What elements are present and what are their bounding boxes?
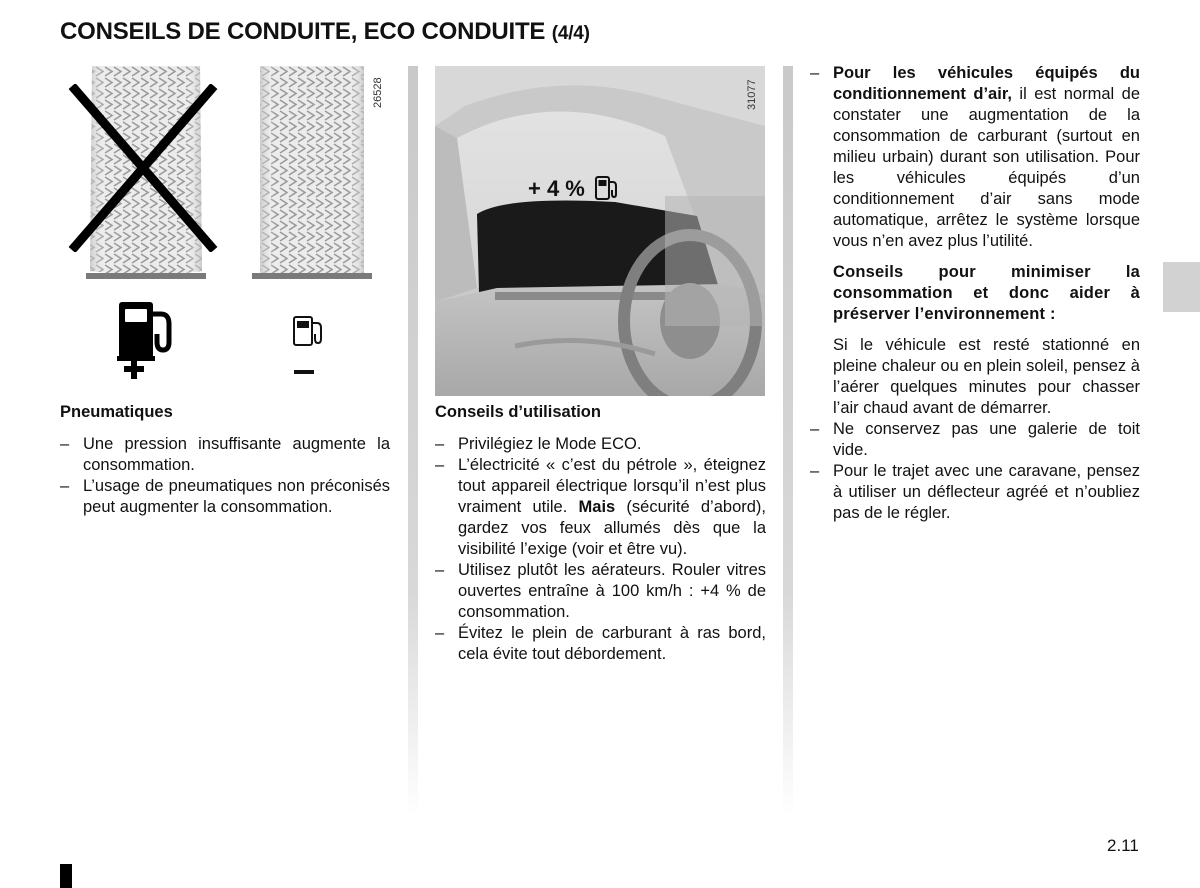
usage-tips-list xyxy=(435,434,766,665)
tires-heading: Pneumatiques xyxy=(60,403,173,421)
fuel-pump-small-icon xyxy=(292,314,324,350)
figure-reference-code: 31077 xyxy=(746,79,758,110)
column-divider-right xyxy=(783,66,793,816)
column-divider-left xyxy=(408,66,418,816)
list-item: – Ne conservez pas une galerie de toit vide. xyxy=(810,419,1140,461)
page-corner-mark xyxy=(60,864,72,888)
correct-tire-illustration xyxy=(252,66,372,281)
environment-tips-list xyxy=(810,419,1140,524)
figure-reference-code: 26528 xyxy=(372,77,384,108)
fuel-pump-overlay-icon xyxy=(594,175,618,203)
list-item: – Privilégiez le Mode ECO. xyxy=(435,434,766,455)
list-item-emphasis: Mais xyxy=(578,498,616,516)
ac-list xyxy=(810,63,1140,252)
fuel-pump-icon xyxy=(115,298,177,388)
ground-line xyxy=(86,273,206,279)
list-item xyxy=(810,63,1140,252)
list-item: – Pour le trajet avec une caravane, pensez à utiliser un déflecteur agréé et n’oubliez pas de le régler. xyxy=(810,461,1140,524)
list-item: – Utilisez plutôt les aérateurs. Rouler vitres ouvertes entraîne à 100 km/h : +4 % de consommation. xyxy=(435,560,766,623)
list-item-text: L’électricité « c’est du pétrole », éteignez tout appareil électrique lorsqu’il n’est plus vraiment utile. xyxy=(458,456,766,516)
chapter-tab xyxy=(1163,262,1200,312)
page-title-text: CONSEILS DE CONDUITE, ECO CONDUITE xyxy=(60,18,546,45)
page-number: 2.11 xyxy=(1107,836,1139,855)
tires-list xyxy=(60,434,390,518)
ventilation-paragraph: Si le véhicule est resté stationné en pleine chaleur ou en plein soleil, pensez à l’aérer quelques minutes pour chasser l’air chaud avant de démarrer. xyxy=(833,336,1140,417)
tires-section xyxy=(60,402,390,518)
cross-mark-icon xyxy=(68,84,218,252)
car-window-illustration xyxy=(435,66,765,396)
air-conditioning-section xyxy=(810,63,1140,524)
consumption-overlay: + 4 % xyxy=(528,176,585,201)
minus-icon xyxy=(294,370,314,374)
list-item-emphasis: Pour les véhicules équipés du conditionnement d’air, xyxy=(833,64,1140,103)
list-item: – Une pression insuffisante augmente la consommation. xyxy=(60,434,390,476)
list-item-text: il est normal de constater une augmentation de la consommation de carburant (surtout en milieu urbain) durant son utilisation. Pour les véhicules équipés d’un conditionnement d’air sans mode automatique, arrêtez le système lorsque vous n’en avez plus l’utilité. xyxy=(833,85,1141,250)
usage-tips-section xyxy=(435,402,766,665)
page-title xyxy=(60,18,590,46)
list-item xyxy=(435,455,766,560)
list-item: – L’usage de pneumatiques non préconisés peut augmenter la consommation. xyxy=(60,476,390,518)
usage-tips-heading: Conseils d’utilisation xyxy=(435,403,601,421)
list-item: – Évitez le plein de carburant à ras bord, cela évite tout débordement. xyxy=(435,623,766,665)
environment-tips-heading: Conseils pour minimiser la consommation et donc aider à préserver l’environnement : xyxy=(833,263,1140,323)
page-title-part: (4/4) xyxy=(551,23,590,44)
list-item-text: (sécurité d’abord), gardez vos feux allumés dès que la visibilité l’exige (voir et être vu). xyxy=(458,498,767,558)
